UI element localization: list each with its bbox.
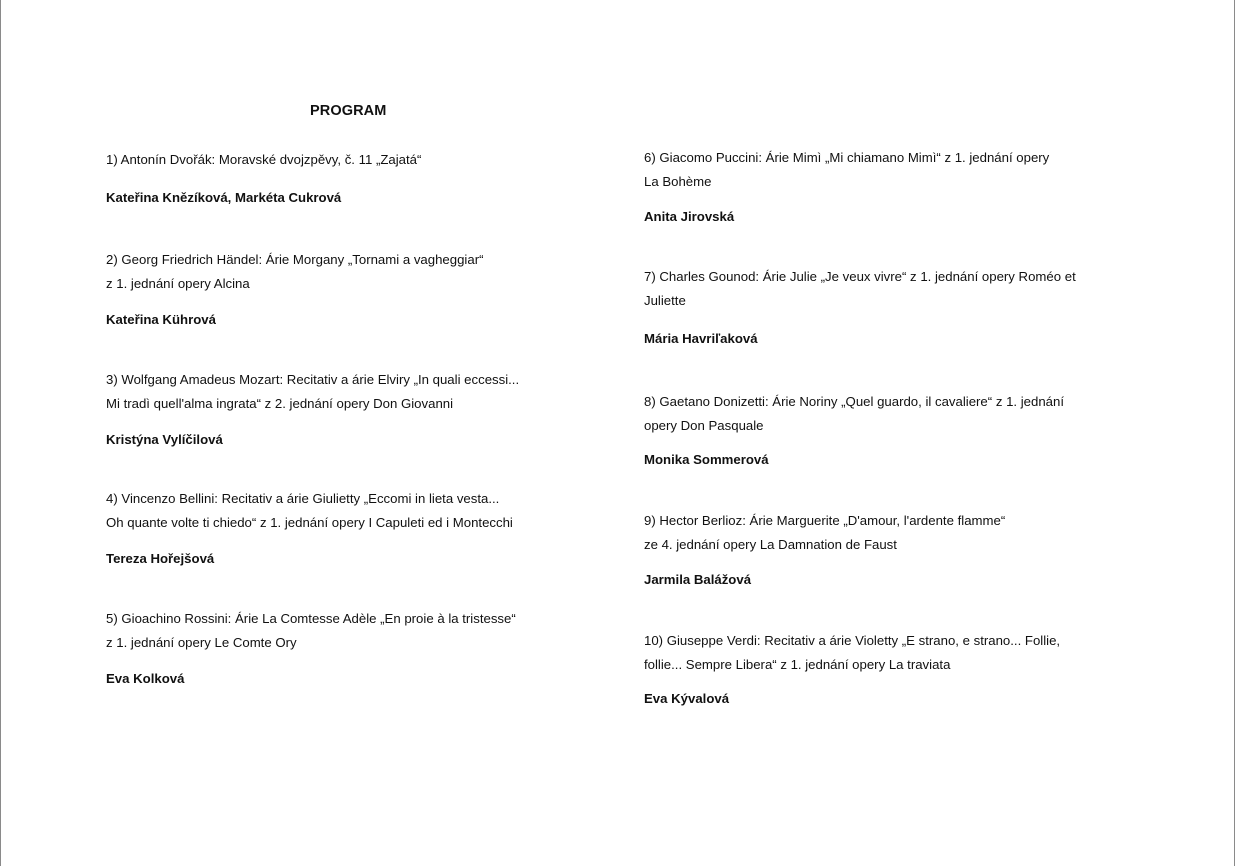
program-item bbox=[644, 265, 1144, 346]
page-title: PROGRAM bbox=[310, 103, 387, 119]
piece-line: opery Don Pasquale bbox=[644, 417, 764, 433]
piece-description bbox=[644, 265, 1144, 312]
piece-line: 3) Wolfgang Amadeus Mozart: Recitativ a árie Elviry „In quali eccessi... bbox=[106, 372, 520, 387]
piece-line: Juliette bbox=[644, 292, 686, 308]
piece-description bbox=[106, 607, 606, 654]
piece-line: Mi tradì quell'alma ingrata“ z 2. jednání opery Don Giovanni bbox=[106, 395, 454, 411]
program-item bbox=[644, 390, 1144, 467]
performer-name: Monika Sommerová bbox=[644, 452, 769, 467]
performer-name: Kristýna Vylíčilová bbox=[106, 432, 223, 447]
program-item bbox=[644, 509, 1144, 587]
performer-name: Eva Kolková bbox=[106, 671, 185, 686]
program-item bbox=[106, 607, 606, 686]
piece-description bbox=[644, 146, 1144, 193]
piece-description bbox=[644, 509, 1144, 556]
program-item bbox=[106, 148, 606, 205]
program-item bbox=[106, 248, 606, 327]
performer-name: Mária Havriľaková bbox=[644, 331, 758, 346]
program-item bbox=[106, 368, 606, 447]
piece-description bbox=[644, 390, 1144, 437]
performer-name: Eva Kývalová bbox=[644, 691, 730, 706]
piece-line: 5) Gioachino Rossini: Árie La Comtesse Adèle „En proie à la tristesse“ bbox=[106, 611, 516, 626]
piece-line: ze 4. jednání opery La Damnation de Faust bbox=[644, 536, 897, 552]
performer-name: Kateřina Knězíková, Markéta Cukrová bbox=[106, 190, 342, 205]
performer-name: Jarmila Balážová bbox=[644, 572, 752, 587]
program-item bbox=[644, 146, 1144, 224]
piece-line: 1) Antonín Dvořák: Moravské dvojzpěvy, č. 11 „Zajatá“ bbox=[106, 152, 422, 167]
piece-line: 7) Charles Gounod: Árie Julie „Je veux vivre“ z 1. jednání opery Roméo et bbox=[644, 269, 1076, 284]
piece-description bbox=[106, 248, 606, 295]
piece-description bbox=[106, 368, 606, 415]
performer-name: Kateřina Kührová bbox=[106, 312, 216, 327]
piece-line: z 1. jednání opery Le Comte Ory bbox=[106, 634, 297, 650]
piece-line: 8) Gaetano Donizetti: Árie Noriny „Quel guardo, il cavaliere“ z 1. jednání bbox=[644, 394, 1065, 409]
program-item bbox=[644, 629, 1144, 706]
piece-line: 10) Giuseppe Verdi: Recitativ a árie Violetty „E strano, e strano... Follie, bbox=[644, 633, 1061, 648]
piece-line: 9) Hector Berlioz: Árie Marguerite „D'amour, l'ardente flamme“ bbox=[644, 513, 1006, 528]
piece-description bbox=[106, 487, 606, 534]
performer-name: Anita Jirovská bbox=[644, 209, 735, 224]
piece-line: La Bohème bbox=[644, 173, 712, 189]
piece-line: follie... Sempre Libera“ z 1. jednání opery La traviata bbox=[644, 656, 951, 672]
piece-line: z 1. jednání opery Alcina bbox=[106, 275, 250, 291]
performer-name: Tereza Hořejšová bbox=[106, 551, 215, 566]
program-item bbox=[106, 487, 606, 566]
piece-description bbox=[644, 629, 1144, 676]
piece-description bbox=[106, 148, 606, 172]
piece-line: 6) Giacomo Puccini: Árie Mimì „Mi chiamano Mimì“ z 1. jednání opery bbox=[644, 150, 1050, 165]
piece-line: Oh quante volte ti chiedo“ z 1. jednání opery I Capuleti ed i Montecchi bbox=[106, 514, 513, 530]
piece-line: 2) Georg Friedrich Händel: Árie Morgany „Tornami a vagheggiar“ bbox=[106, 252, 484, 267]
piece-line: 4) Vincenzo Bellini: Recitativ a árie Giulietty „Eccomi in lieta vesta... bbox=[106, 491, 500, 506]
